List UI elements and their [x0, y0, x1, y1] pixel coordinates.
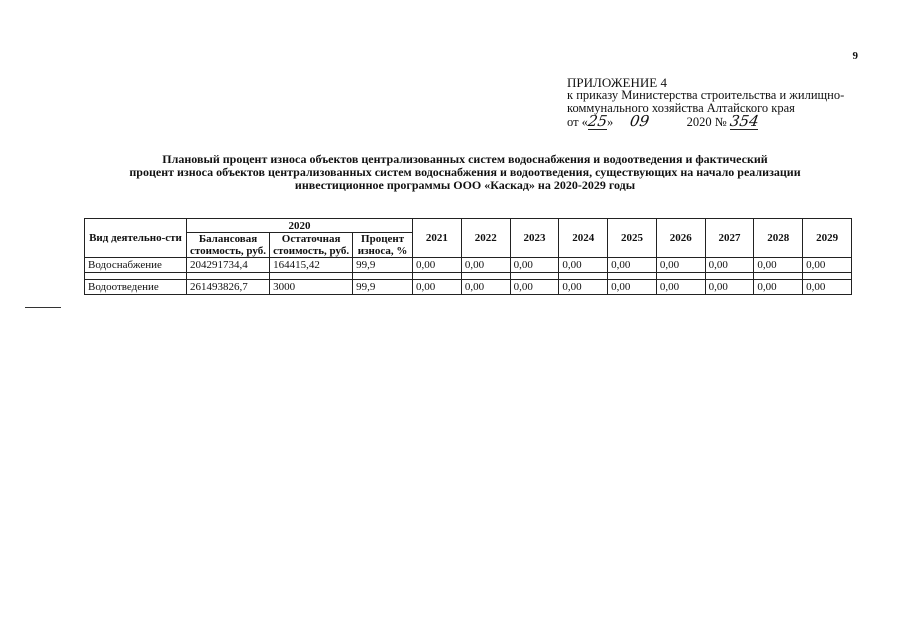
year-value-cell: 0,00 — [413, 258, 462, 273]
order-number-field — [728, 112, 760, 130]
document-heading — [80, 153, 850, 192]
heading-line-1: Плановый процент износа объектов централизованных систем водоснабжения и водоотведения и фактический — [162, 152, 768, 166]
depreciation-percent-header: Процент износа, % — [353, 233, 413, 258]
year-header: 2024 — [559, 219, 608, 258]
year-header: 2021 — [413, 219, 462, 258]
heading-line-3: инвестиционное программы ООО «Каскад» на 2020-2029 годы — [294, 178, 636, 192]
heading-line-2: процент износа объектов централизованных систем водоснабжения и водоотведения, существующих на начало реализации — [129, 165, 801, 179]
table-row — [85, 258, 852, 273]
date-prefix: от « — [567, 115, 588, 129]
year-header: 2022 — [461, 219, 510, 258]
depreciation-table — [84, 218, 852, 295]
balance-cell: 261493826,7 — [186, 280, 269, 295]
table-row — [85, 280, 852, 295]
page-number: 9 — [852, 50, 858, 62]
balance-cell: 204291734,4 — [186, 258, 269, 273]
date-quote-close: » — [607, 115, 614, 129]
year-2020-header: 2020 — [186, 219, 412, 233]
year-value-cell: 0,00 — [510, 258, 559, 273]
table-spacer-row — [85, 273, 852, 280]
year-value-cell: 0,00 — [461, 258, 510, 273]
year-value-cell: 0,00 — [559, 280, 608, 295]
residual-cell: 3000 — [270, 280, 353, 295]
year-header: 2028 — [754, 219, 803, 258]
date-month-handwritten: 09 — [629, 112, 651, 130]
year-value-cell: 0,00 — [608, 258, 657, 273]
year-value-cell: 0,00 — [705, 258, 754, 273]
year-header: 2025 — [608, 219, 657, 258]
percent-cell: 99,9 — [353, 280, 413, 295]
order-number-handwritten: 354 — [728, 112, 760, 130]
year-header: 2023 — [510, 219, 559, 258]
residual-cell: 164415,42 — [270, 258, 353, 273]
appendix-title: ПРИЛОЖЕНИЕ 4 — [567, 75, 667, 90]
year-header: 2029 — [803, 219, 852, 258]
year-value-cell: 0,00 — [413, 280, 462, 295]
year-value-cell: 0,00 — [705, 280, 754, 295]
activity-cell: Водоснабжение — [85, 258, 187, 273]
year-value-cell: 0,00 — [461, 280, 510, 295]
activity-header: Вид деятельно-сти — [85, 219, 187, 258]
residual-value-header: Остаточная стоимость, руб. — [270, 233, 353, 258]
balance-value-header: Балансовая стоимость, руб. — [186, 233, 269, 258]
year-header: 2027 — [705, 219, 754, 258]
year-value-cell: 0,00 — [803, 280, 852, 295]
year-value-cell: 0,00 — [656, 280, 705, 295]
year-value-cell: 0,00 — [803, 258, 852, 273]
appendix-block — [567, 76, 867, 130]
date-year: 2020 № — [686, 115, 727, 129]
date-day-field — [586, 112, 609, 130]
appendix-order-line: к приказу Министерства строительства и жилищно- — [567, 88, 845, 102]
year-value-cell: 0,00 — [559, 258, 608, 273]
appendix-ministry-line: коммунального хозяйства Алтайского края — [567, 101, 795, 115]
appendix-date-line — [567, 112, 867, 130]
year-value-cell: 0,00 — [510, 280, 559, 295]
margin-dash — [25, 307, 61, 308]
year-value-cell: 0,00 — [608, 280, 657, 295]
percent-cell: 99,9 — [353, 258, 413, 273]
year-value-cell: 0,00 — [656, 258, 705, 273]
date-day-handwritten: 25 — [586, 112, 609, 130]
year-value-cell: 0,00 — [754, 280, 803, 295]
year-header: 2026 — [656, 219, 705, 258]
activity-cell: Водоотведение — [85, 280, 187, 295]
year-value-cell: 0,00 — [754, 258, 803, 273]
